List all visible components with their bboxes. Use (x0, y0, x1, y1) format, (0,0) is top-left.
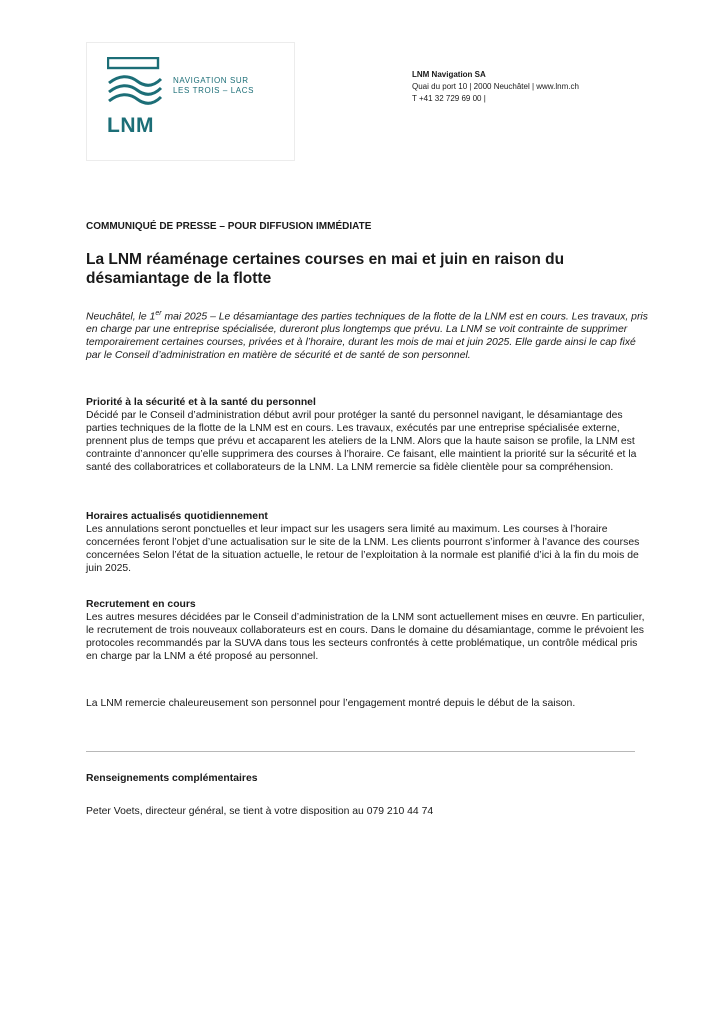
section-body: Les annulations seront ponctuelles et leur impact sur les usagers sera limité au maximum. Les courses à l’horaire concernées feront l’objet d’une actualisation sur le site de la LNM. Les clients pourront s’informer à l’avance des courses concernées Selon l’état de la situation actuelle, le retour de l’exploitation à la normale est planifié d’ici à la fin du mois de juin 2025. (86, 524, 640, 574)
logo (86, 42, 295, 161)
company-name: LNM Navigation SA (412, 70, 486, 79)
section-recruitment (86, 598, 648, 663)
section-body: Les autres mesures décidées par le Conseil d’administration de la LNM sont actuellement mises en œuvre. En particulier, le recrutement de trois nouveaux collaborateurs est en cours. Dans le domaine du désamiantage, comme le prévoient les protocoles recommandés par la SUVA dans tous les secteurs confrontés à cette problématique, un contrôle médical pris en charge par la LNM a été proposé au personnel. (86, 612, 645, 662)
section-heading: Priorité à la sécurité et à la santé du personnel (86, 397, 316, 408)
lead-paragraph (86, 307, 648, 362)
company-block (412, 69, 579, 105)
page-title: La LNM réaménage certaines courses en mai et juin en raison du désamiantage de la flotte (86, 251, 565, 287)
lead-date-sup: er (155, 310, 162, 317)
company-address: Quai du port 10 | 2000 Neuchâtel | www.lnm.ch (412, 82, 579, 91)
section-heading: Recrutement en cours (86, 599, 196, 610)
section-safety (86, 396, 648, 474)
contact-line: Peter Voets, directeur général, se tient à votre disposition au 079 210 44 74 (86, 806, 434, 817)
lead-date-prefix: Neuchâtel, le 1 (86, 311, 156, 323)
press-release-kicker: COMMUNIQUÉ DE PRESSE – POUR DIFFUSION IMMÉDIATE (86, 221, 372, 232)
company-phone: T +41 32 729 69 00 | (412, 94, 486, 103)
section-schedules (86, 510, 648, 575)
lead-text: – Le désamiantage des parties techniques de la flotte de la LNM est en cours. Les travaux, pris en charge par une entreprise spécialisée, dureront plus longtemps que prévu. La LNM se voit contrainte de supprimer temporairement certaines courses, privées et à l’horaire, durant les mois de mai et juin 2025. Elle garde ainsi le cap fixé par le Conseil d’administration en matière de sécurité et de santé de son personnel. (86, 311, 648, 362)
closing-paragraph: La LNM remercie chaleureusement son personnel pour l’engagement montré depuis le début de la saison. (86, 698, 576, 709)
section-heading: Horaires actualisés quotidiennement (86, 511, 268, 522)
lead-date-suffix: mai 2025 (161, 311, 208, 323)
divider (86, 751, 635, 752)
logo-tagline-1: NAVIGATION SUR (173, 76, 249, 85)
wave-icon (107, 57, 163, 109)
more-info-heading: Renseignements complémentaires (86, 773, 258, 784)
section-body: Décidé par le Conseil d’administration début avril pour protéger la santé du personnel navigant, le désamiantage des parties techniques de la flotte de la LNM est en cours. Les travaux, exécutés par une entreprise spécialisée externe, prennent plus de temps que prévu et accaparent les ateliers de la LNM. Alors que la haute saison se profile, la LNM est contrainte d’annoncer qu’elle supprimera des courses à l’horaire. Ce faisant, elle maintient la priorité sur la sécurité et la santé des collaboratrices et collaborateurs de la LNM. La LNM remercie sa fidèle clientèle pour sa compréhension. (86, 410, 637, 473)
logo-abbreviation: LNM (107, 114, 154, 137)
logo-tagline-2: LES TROIS – LACS (173, 86, 255, 95)
